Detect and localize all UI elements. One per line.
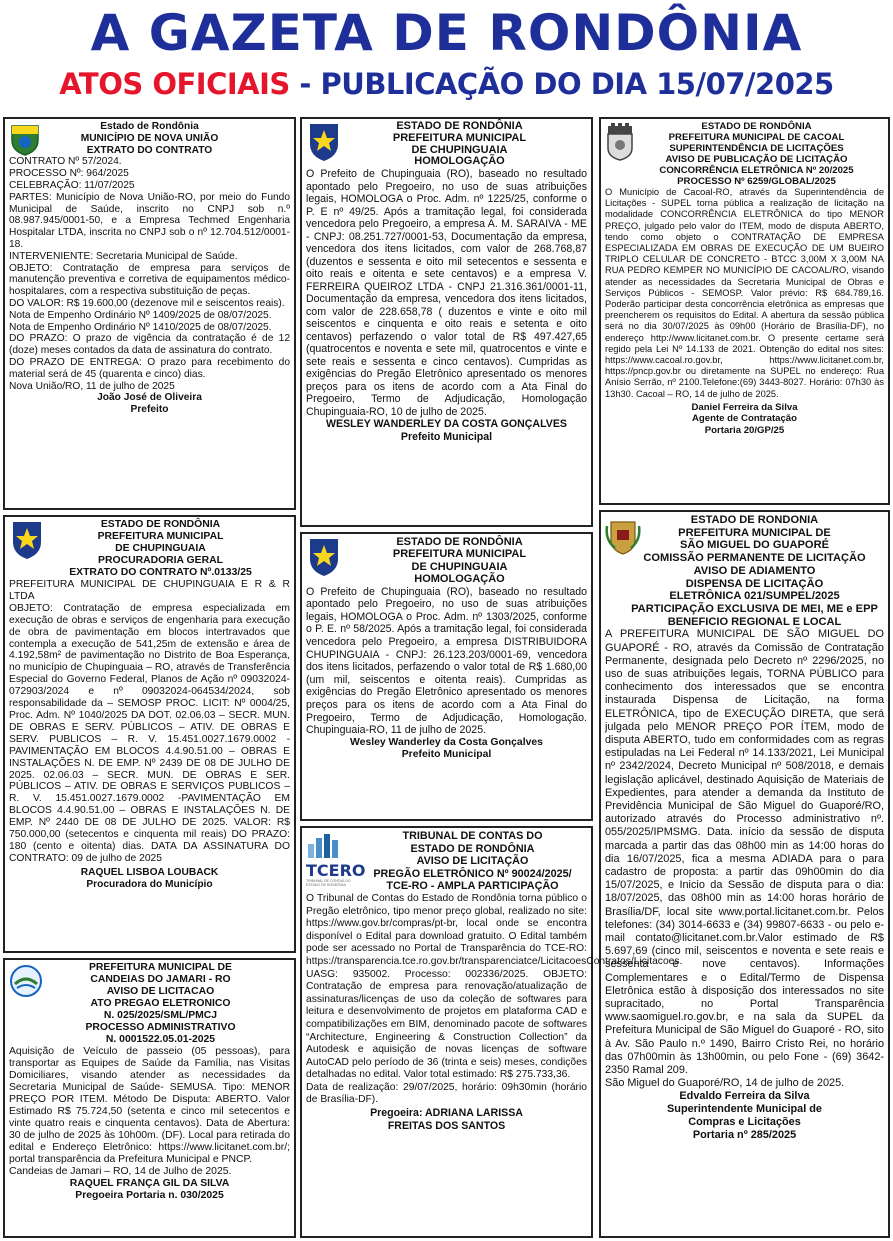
header-line: TCE-RO - AMPLA PARTICIPAÇÃO — [386, 880, 559, 893]
header-line: CANDEIAS DO JAMARI - RO — [90, 974, 231, 985]
sao-miguel-crest-icon — [605, 516, 641, 556]
signatory-title: Prefeito — [130, 404, 169, 416]
signatory-name: FREITAS DOS SANTOS — [387, 1119, 506, 1132]
header-line: EXTRATO DO CONTRATO — [86, 144, 213, 156]
paragraph: PROCESSO Nº: 964/2025 — [9, 168, 129, 180]
header-line: BENEFICIO REGIONAL E LOCAL — [667, 615, 842, 628]
notice-candeias-do-jamari — [3, 958, 296, 1238]
header-line: AVISO DE LICITACAO — [106, 986, 215, 997]
header-line: PARTICIPAÇÃO EXCLUSIVA DE MEI, ME e EPP — [631, 602, 878, 615]
signatory-title: Compras e Licitações — [688, 1116, 801, 1129]
header-line: PROCESSO Nº 6259/GLOBAL/2025 — [677, 176, 836, 187]
paragraph: O Município de Cacoal-RO, através da Superintendência de Licitações - SUPEL torna pública a realização de licitação na modalidade CONCORRÊNCIA ELETRÔNICA do tipo MENOR PREÇO, julgado pelo valor do ITEM, modo de disputa ABERTO, tendo como objeto o CONTRATAÇÃO DE EMPRESA ESPECIALIZADA EM OBRAS DE EXECUÇÃO DE UM BUEIRO TRIPLO CELULAR DE CONCRETO - BTCC 3,00M X 3,00M NA RUA PEDRO KEMPER NO MUNICÍPIO DE CACOAL/RO, visando atender as necessidades da Secretaria Municipal de Obras e Serviços Públicos - SEMOSP. Valor prévio: R$ 684.789,16. Poderão participar desta concorrência eletrônica as empresas que preencherem os requisitos do Edital. A abertura da sessão pública será no dia 30/07/2025 às 09h00 (Horário de Brasília-DF), no endereço http://www.licitanet.com.br. O presente certame será regido pela Lei Nº 14.133 de 2021. Obtenção do edital nos sites: https://www.cacoal.ro.gov.br, https://www.licitanet.com.br, https://pncp.gov.br ou diretamente na SUPEL no endereço: Rua Anísio Serrão, nº 2100.Telefone:(69) 3443-8027. Horário: 07h30 às 13h30. Cacoal – RO, 14 de julho de 2025. — [605, 187, 884, 399]
paragraph: PARTES: Município de Nova União-RO, por meio do Fundo Municipal de Saúde, inscrito no CNPJ sob n.º 08.987.945/0001-50, e a Empresa Techmed Engenharia Hospitalar LTDA, inscrita no CNPJ sob o nº 12.704.512/0001-18. — [9, 191, 290, 250]
header-line: ESTADO DE RONDÔNIA — [410, 842, 535, 855]
header-line: Estado de Rondônia — [100, 121, 199, 132]
signatory-title: Superintendente Municipal de — [667, 1103, 822, 1116]
header-line: MUNICÍPIO DE NOVA UNIÃO — [80, 132, 219, 144]
header-line: PREFEITURA MUNICIPAL — [392, 131, 527, 144]
paragraph: PREFEITURA MUNICIPAL DE CHUPINGUAIA E R & R LTDA — [9, 579, 290, 602]
signatory-name: WESLEY WANDERLEY DA COSTA GONÇALVES — [326, 418, 567, 431]
paragraph: O Tribunal de Contas do Estado de Rondônia torna público o Pregão eletrônico, tipo menor preço global, realizado no site: https://www.gov.br/compras/pt-br, local onde se encontra disponível o Edital para download gratuito. O Edital também pode ser acessado no Portal de Transparência do TCE-RO: https://transparencia.tce.ro.gov.br/transparenciatce/LicitacoesContratos/Licitacoes. — [306, 892, 683, 967]
notice-nova-uniao — [3, 117, 296, 510]
header-line: COMISSÃO PERMANENTE DE LICITAÇÃO — [643, 552, 866, 565]
header-line: PREFEITURA MUNICIPAL DE — [678, 526, 831, 539]
subtitle-atos: ATOS OFICIAIS — [59, 67, 290, 101]
signatory-name: Edvaldo Ferreira da Silva — [679, 1090, 810, 1103]
header-line: CONCORRÊNCIA ELETRÔNICA Nº 20/2025 — [659, 165, 854, 176]
chupinguaia-crest-icon — [306, 537, 342, 577]
paragraph: DO VALOR: R$ 19.600,00 (dezenove mil e seiscentos reais). — [9, 297, 285, 309]
header-line: N. 025/2025/SML/PMCJ — [103, 1010, 218, 1021]
notice-sao-miguel — [599, 510, 890, 1238]
header-line: ESTADO DE RONDÔNIA — [701, 121, 812, 132]
notice-tce-ro — [300, 826, 683, 1238]
header-line: ESTADO DE RONDÔNIA — [396, 120, 523, 132]
paragraph: Candeias de Jamari – RO, 14 de Julho de 2025. — [9, 1166, 232, 1177]
paragraph: CELEBRAÇÃO: 11/07/2025 — [9, 179, 135, 191]
signatory-title: Prefeito Municipal — [401, 749, 492, 761]
header-line: ESTADO DE RONDÔNIA — [100, 519, 221, 530]
signatory-title: Portaria nº 285/2025 — [692, 1129, 797, 1142]
header-line: DISPENSA DE LICITAÇÃO — [685, 577, 824, 590]
header-line: DE CHUPINGUAIA — [411, 143, 508, 156]
signatory-title: Pregoeira Portaria n. 030/2025 — [75, 1190, 224, 1201]
paragraph: Data de realização: 29/07/2025, horário: 09h30min (horário de Brasília-DF). — [306, 1081, 587, 1106]
header-line: ESTADO DE RONDÔNIA — [396, 536, 523, 548]
header-line: TRIBUNAL DE CONTAS DO — [402, 830, 543, 842]
tce-ro-logo — [306, 834, 366, 887]
signatory-title: Prefeito Municipal — [400, 431, 493, 444]
chupinguaia-crest-icon — [306, 122, 342, 162]
paragraph: O Prefeito de Chupinguaia (RO), baseado no resultado apontado pelo Pregoeiro, no uso de suas atribuições legais, HOMOLOGA o Proc. Adm. nº 1225/25, conforme o P. E nº 49/25. Após a tramitação legal, foi considerada vencedora pelo Pregoeiro, a empresa A. M. SARAIVA - ME - CNPJ: 08.251.727/0001-53, Documentação da empresa, vencedora dos itens licitados, com valor de 268.768,87 (duzentos e sessenta e oito mil setecentos e sessenta e oito reais e oitenta e sete centavos) e a empresa V. FERREIRA QUEIROZ LTDA - CNPJ 21.316.361/0001-11, Documentação da empresa, vencedora dos itens licitados, com valor de 228.658,78 ( duzentos e vinte e oito mil seiscentos e cinquenta e oito reais e setenta e oito centavos) perfazendo o valor total de R$ 497.427,65 (quatrocentos e noventa e sete mil, quatrocentos e vinte e sete reais e sessenta e cinco centavos). Cumpridas as exigências do Pregão Eletrônico apresentado os menores preços para os itens de acordo com a Ata Final do Pregoeiro, Termo de Adjudicação, Homologação Chupinguaia-RO, 10 de julho de 2025. — [306, 168, 587, 418]
signatory-name: Wesley Wanderley da Costa Gonçalves — [350, 736, 543, 748]
paragraph: A PREFEITURA MUNICIPAL DE SÃO MIGUEL DO GUAPORÉ - RO, através da Comissão de Contratação Permanente, designada pelo Decreto nº 2296/2025, no uso de suas atribuições legais, TORNA PÚBLICO para conhecimento dos interessados que se encontra instaurada Dispensa de Licitação, na forma ELETRÔNICA, tipo de EXECUÇÃO DIRETA, que será julgada pelo MENOR PREÇO POR ÍTEM, modo de disputa ABERTO, tudo em conformidades com as regras estipuladas na Lei Federal nº 14.133/2021, Lei Municipal nº 2342/2024, Decreto Municipal nº 508/2018, e demais legislação aplicável, destinado Aquisição de Materiais de Expedientes, para atender a demanda da Instituto de Previdência Municipal de São Miguel do Guaporé/RO, autorizado através do Processo administrativo nº. 055/2025/IPMSMG. Data. início da sessão de disputa marcada a partir das das 08h00 min as 14:00 horas do dia 16/07/2025, fica a mesma ADIADA para o para cadastro de proposta: a partir das 09h00min do dia 15/07/2025, e Inicio da Sessão de disputa para o dia: 18/07/2025, das 08h00 min as 14:00 horas horário de Brasília/DF, local site www.portal.licitanet.com.br. Pelos telefones: (34) 3014-6633 e (34) 99807-6633 - ou pelo e-mail contato@licitanet.com.br.Valor estimado de R$ 5.697,69 (cinco mil, seiscentos e noventa e sete reais e sessenta e nove centavos). Informações Complementares e o Edital/Termo de Dispensa Eletrônica estão à disposição dos interessados no site supracitado, no Portal Transparência www.saomiguel.ro.gov.br, e na sala da SUPEL da Prefeitura Municipal de São Miguel do Guaporé - RO, sito à Av. São Paulo n.º 1490, Bairro Cristo Rei, no horário das 07h00min às 13h00min, ou pelo Fone - (69) 3642-2350 Ramal 209. — [605, 628, 884, 1077]
newspaper-title: A GAZETA DE RONDÔNIA — [90, 4, 803, 62]
header-line: PREGÃO ELETRÔNICO Nº 90024/2025/ — [373, 867, 572, 880]
paragraph: Nota de Empenho Ordinário Nº 1410/2025 de 08/07/2025. — [9, 321, 272, 333]
header-line: ATO PREGAO ELETRONICO — [90, 998, 231, 1009]
signatory-title: Procuradora do Município — [86, 878, 213, 890]
paragraph: INTERVENIENTE: Secretaria Municipal de Saúde. — [9, 250, 238, 262]
cacoal-crest-icon — [605, 123, 635, 161]
notice-chupinguaia-extrato — [3, 515, 296, 953]
header-line: ELETRÔNICA 021/SUMPEL/2025 — [669, 590, 840, 603]
masthead — [0, 0, 893, 112]
notice-cacoal — [599, 117, 890, 505]
tce-ro-logo-text: TCERO — [306, 860, 366, 880]
signatory-name: RAQUEL FRANÇA GIL DA SILVA — [69, 1178, 230, 1189]
header-line: HOMOLOGAÇÃO — [414, 155, 505, 168]
header-line: PREFEITURA MUNICIPAL — [97, 531, 224, 542]
chupinguaia-crest-icon — [9, 520, 45, 560]
paragraph: São Miguel do Guaporé/RO, 14 de julho de 2025. — [605, 1077, 845, 1090]
header-line: N. 0001522.05.01-2025 — [105, 1034, 216, 1045]
paragraph: Nova União/RO, 11 de julho de 2025 — [9, 380, 175, 392]
paragraph: DO PRAZO DE ENTREGA: O prazo para recebimento do material será de 45 (quarenta e cinco) dias. — [9, 356, 290, 380]
header-line: SUPERINTENDÊNCIA DE LICITAÇÕES — [669, 143, 844, 154]
signatory-title: Portaria 20/GP/25 — [704, 424, 785, 436]
header-line: ESTADO DE RONDONIA — [690, 514, 819, 526]
header-line: PROCURADORIA GERAL — [98, 555, 223, 566]
paragraph: OBJETO: Contratação de empresa para serviços de manutenção preventiva e corretiva de equipamentos médico-hospitalares, com a respectiva substituição de peças. — [9, 262, 290, 298]
tce-ro-building-icon — [306, 834, 358, 858]
paragraph: OBJETO: Contratação de empresa especializada em execução de obras e serviços de engenharia para execução de obra de pavimentação em blocos intertravados que contempla a execução de 541,25m de extensão e área de 4.192,58m² de pavimentação no Distrito de Boa Esperança, no município de Chupinguaia – RO, através de Transferência Especial do Governo Federal, Planos de Ação nº 09032024-072903/2024 e nº 09032024-064534/2024, sob responsabilidade da – SEMOSP PROC. LICIT: Nº 0004/25, Proc. Adm. Nº 1040/2025 DA DOT. 02.06.03 – SECR. MUN. DE OBRAS E SERV. PÚBLICOS – ATIV. DE OBRAS E SERV. PUBLICOS – R. V. 15.451.0027.1679.0002 -PAVIMENTAÇÃO EM BLOCOS 4.4.90.51.00 – OBRAS E INSTALAÇÕES N. DE EMP. Nº 2439 DE 08 DE JULHO DE 2025. 02.06.03 – SECR. MUN. DE OBRAS E SER. PÚBLICOS – ATIV. DE OBRAS E SERVIÇOS PUBLICOS – R. V. 15.451.0027.1679.0002 -PAVIMENTAÇÃO EM BLOCOS 4.4.90.51.00 – OBRAS E INSTALAÇÕES N. DE EMP. Nº 2440 DE 08 DE JULHO DE 2025. VALOR: R$ 750.000,00 (setecentos e cinquenta mil reais) DO PRAZO: 180 (cento e oitenta) dias. DATA DA ASSINATURA DO CONTRATO: 09 de julho de 2025 — [9, 602, 290, 864]
header-line: PREFEITURA MUNICIPAL — [392, 548, 527, 561]
header-line: PROCESSO ADMINISTRATIVO — [85, 1022, 236, 1033]
paragraph: DO PRAZO: O prazo de vigência da contratação é de 12 (doze) meses contados da data de assinatura do contrato. — [9, 333, 290, 357]
header-line: PREFEITURA MUNICIPAL DE — [89, 962, 232, 973]
header-line: AVISO DE ADIAMENTO — [693, 564, 816, 577]
header-line: EXTRATO DO CONTRATO Nº.0133/25 — [69, 567, 252, 578]
header-line: SÃO MIGUEL DO GUAPORÉ — [680, 539, 829, 552]
tce-ro-logo-subtext: TRIBUNAL DE CONTAS DO ESTADO DE RONDÔNIA — [306, 878, 351, 887]
header-line: AVISO DE PUBLICAÇÃO DE LICITAÇÃO — [665, 154, 848, 165]
nova-uniao-crest-icon — [9, 122, 41, 156]
signatory-name: Pregoeira: ADRIANA LARISSA — [370, 1107, 523, 1120]
header-line: DE CHUPINGUAIA — [115, 543, 206, 554]
paragraph: O Prefeito de Chupinguaia (RO), baseado no resultado apontado pelo Pregoeiro, no uso de suas atribuições legais, HOMOLOGA o Proc. Adm. nº 1303/2025, conforme o P. E. nº 58/2025. Após a tramitação legal, foi considerada vencedora pelo Pregoeiro, a empresa DISTRIBUIDORA CHUPINGUAIA - CNPJ: 26.123.203/0001-69, vencedora dos itens licitados, perfazendo o valor total de R$ 1.680,00 (um mil, seiscentos e oitenta reais). Cumpridas as exigências do Pregão Eletrônico apresentado os menores preços para os itens de acordo com a Ata Final do Pregoeiro, Termo de Adjudicação, Homologação. Chupinguaia-RO, 11 de julho de 2025. — [306, 585, 587, 737]
header-line: PREFEITURA MUNICIPAL DE CACOAL — [668, 132, 845, 143]
signatory-name: Daniel Ferreira da Silva — [691, 401, 798, 413]
notice-chupinguaia-homologacao-1 — [300, 117, 593, 527]
paragraph: Aquisição de Veículo de passeio (05 pessoas), para transportar as Equipes de Saúde da Família, nas Visitas Domiciliares, visando atender as necessidades da Secretaria Municipal de Saúde- SEMUSA. Tipo: MENOR PREÇO POR ITEM. Método De Disputa: ABERTO. Valor Estimado R$ 75.724,50 (setenta e cinco mil setecentos e vinte quatro reais e cinquenta centavos). Data de Abertura: 30 de julho de 2025 às 10h00m. (DF). Local para retirada do edital e Endereço Eletrônico: https://www.licitanet.com.br/; portal transparência da Prefeitura Municipal e PNCP. — [9, 1046, 290, 1165]
signatory-title: Agente de Contratação — [691, 413, 798, 425]
publication-subtitle — [0, 66, 893, 102]
header-line: DE CHUPINGUAIA — [411, 560, 508, 573]
paragraph: Nota de Empenho Ordinário Nº 1409/2025 de 08/07/2025. — [9, 309, 272, 321]
header-line: AVISO DE LICITAÇÃO — [416, 855, 529, 868]
paragraph: CONTRATO Nº 57/2024. — [9, 156, 122, 168]
candeias-crest-icon — [9, 964, 43, 998]
header-line: HOMOLOGAÇÃO — [414, 573, 505, 586]
notice-chupinguaia-homologacao-2 — [300, 532, 593, 821]
subtitle-date: - PUBLICAÇÃO DO DIA 15/07/2025 — [289, 67, 834, 101]
signatory-name: João José de Oliveira — [97, 392, 202, 404]
signatory-name: RAQUEL LISBOA LOUBACK — [80, 866, 219, 878]
paragraph: UASG: 935002. Processo: 002336/2025. OBJETO: Contratação de empresa para renovação/atualização de assinaturas/licenças de uso da coleção de softwares para leitura e desenvolvimento de projetos em plataforma CAD e compatibilizações em BIM, denominado pacote de softwares “Architecture, Engineering & Construction Collection” da Autodesk e aquisição de novas licenças de software AutoCAD pelo período de 36 (trinta e seis) meses, condições detalhadas no edital. Valor total estimado: R$ 275.733,36. — [306, 968, 587, 1081]
